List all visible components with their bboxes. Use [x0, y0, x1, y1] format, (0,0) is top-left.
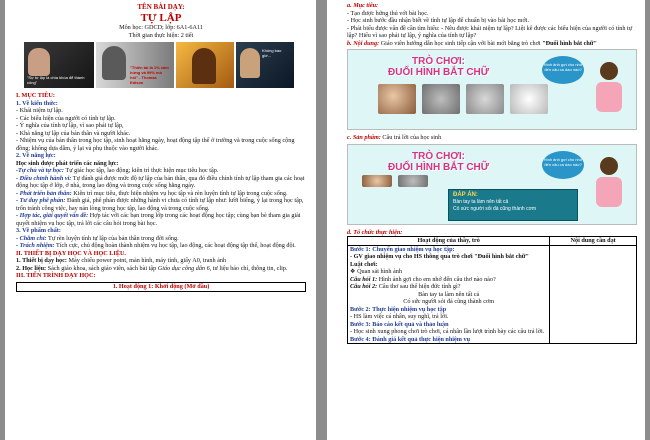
clue-images: [378, 84, 548, 114]
section-objectives: I. MỤC TIÊU:: [16, 92, 55, 99]
hand-image: [378, 84, 416, 114]
lesson-name-label: TÊN BÀI DẠY:: [137, 3, 185, 11]
cartoon-girl-illustration: [592, 62, 628, 122]
portrait-shape: [192, 48, 216, 84]
section-equipment: II. THIẾT BỊ DẠY HỌC VÀ HỌC LIỆU.: [16, 249, 126, 257]
quote-image-strip: [24, 42, 306, 88]
quote-image-1: [24, 42, 94, 88]
document-page-left: [5, 0, 316, 440]
objective-item: - Học sinh bước đầu nhận biết về tính tự lập để chuẩn bị vào bài học mới.: [347, 17, 529, 24]
objective-heading: a. Mục tiêu:: [347, 2, 379, 9]
table-header: Hoạt động của thầy, trò: [348, 237, 550, 246]
quote-caption: Không bao giờ...: [262, 48, 282, 58]
game-title: TRÒ CHƠI: ĐUỔI HÌNH BẮT CHỮ: [388, 150, 490, 173]
quality-item: - Trách nhiệm: Tích cực, chủ động hoàn thành nhiệm vụ học tập, lao động, các hoạt động tập thể, hoạt động đội.: [16, 242, 296, 249]
question-bubble: Hình ảnh gợi cho nhớ đến câu ca dao nào?: [542, 56, 584, 84]
quote-image-3: [176, 42, 234, 88]
subject-line: Môn học: GDCD; lớp: 6A1-6A11: [119, 24, 203, 31]
competence-item: - Phát triển bản thân: Kiên trì mục tiêu, thực hiện nhiệm vụ học tập và rèn luyện tính tự lập trong cuộc sống.: [16, 189, 288, 197]
objective-item: - Phát biểu được vấn đề cần tìm hiểu: - Nêu được khái niệm tự lập? Liệt kê được các biểu hiện của người có tính tự lập? Hiểu vì sao phải tự lập, ý nghĩa của tính tự lập?: [347, 24, 633, 39]
document-page-right: [327, 0, 645, 440]
portrait-shape: [28, 48, 50, 76]
knowledge-item: - Khả năng tự lập của bản thân và người khác.: [16, 129, 131, 137]
knowledge-item: - Khái niệm tự lập.: [16, 107, 63, 114]
quote-image-4: [236, 42, 294, 88]
lesson-title: TỰ LẬP: [140, 12, 182, 24]
rice-image: [510, 84, 548, 114]
pebbles-image: [422, 84, 460, 114]
quote-caption: "Thiên tài là 1% cảm hứng và 99% mồ hôi" - Thomas Edison: [130, 65, 169, 85]
activity-1-bar: 1. Hoạt động 1: Khởi động (Mở đầu): [16, 282, 306, 292]
competence-item: - Tư duy phê phán: Đánh giá, phê phán được những hành vi chưa có tính tự lập như: lười biếng, ỷ lại trong học tập, trốn tránh công việc, hay nản lòng trong học tập, lao động và trong cuộc sống.: [16, 197, 304, 212]
activity-table: [347, 236, 637, 344]
competence-intro: Học sinh được phát triển các năng lực:: [16, 159, 119, 167]
product-line: c. Sản phẩm: Câu trả lời của học sinh: [347, 134, 442, 141]
knowledge-item: - Nhiệm vụ của bản thân trong học tập, sinh hoạt hằng ngày, hoạt động tập thể ở trường và trong cuộc sống cộng đồng; không dựa dẫm, ỷ lại và phụ thuộc vào người khác.: [16, 137, 295, 152]
table-row: [348, 245, 637, 344]
portrait-shape: [102, 46, 126, 80]
objective-item: - Tạo được hứng thú với bài học.: [347, 9, 429, 17]
time-line: Thời gian thực hiện: 2 tiết: [128, 31, 194, 39]
answer-box: ĐÁP ÁN: Bàn tay ta làm nên tất cả Có sức người sỏi đá cũng thành cơm: [448, 189, 578, 221]
materials-item: 2. Học liệu: Sách giáo khoa, sách giáo viên, sách bài tập Giáo dục công dân 6, tư liệu báo chí, thông tin, clip.: [16, 264, 288, 272]
subsection-competence: 2. Về năng lực:: [16, 152, 56, 159]
table-header: Nội dung cần đạt: [550, 237, 637, 246]
cartoon-girl-illustration: [592, 157, 628, 217]
organize-heading: d. Tổ chức thực hiện:: [347, 228, 403, 236]
section-process: III. TIẾN TRÌNH DẠY HỌC:: [16, 272, 96, 279]
content-line: b. Nội dung: Giáo viên hướng dẫn học sinh tiếp cận với bài mới bằng trò chơi "Đuổi hình bắt chữ": [347, 39, 597, 47]
hand-image: [362, 175, 392, 187]
competence-item: -Tự chủ và tự học: Tự giác học tập, lao động; kiên trì thực hiện mục tiêu học tập.: [16, 167, 219, 174]
equipment-item: 1. Thiết bị dạy học: Máy chiếu power point, màn hình, máy tính, giấy A0, tranh ảnh: [16, 257, 227, 264]
game-title: TRÒ CHƠI: ĐUỔI HÌNH BẮT CHỮ: [388, 56, 490, 78]
question-bubble: Hình ảnh gợi cho nhớ đến câu ca dao nào?: [542, 151, 584, 179]
quote-image-2: [96, 42, 174, 88]
competence-item: - Hợp tác, giải quyết vấn đề: Hợp tác với các bạn trong lớp trong các hoạt động học tập; cùng bạn bè tham gia giải quyết nhiệm vụ học tập, trả lời các câu hỏi trong bài học.: [16, 212, 301, 227]
table-cell: Bước 1: Chuyển giao nhiệm vụ học tập: - GV giao nhiệm vụ cho HS thông qua trò chơi "Đuổi hình bắt chữ" Luật chơi: ❖ Quan sát hình ảnh Câu hỏi 1: Hình ảnh gợi cho em nhớ đến câu thơ nào nào? Câu hỏi 2: Câu thơ sau thể hiện đức tính gì? Bàn tay ta làm nên tất cả Có sức người sỏi đá cũng thành cơm Bước 2: Thực hiện nhiệm vụ học tập - HS làm việc cá nhân, suy nghĩ, trả lời. Bước 3: Báo cáo kết quả và thảo luận - Học sinh xung phong chơi trò chơi, cá nhân lần lượt trình bày các câu trả lời. Bước 4: Đánh giá kết quả thực hiện nhiệm vụ: [348, 245, 550, 344]
pebbles-image: [398, 175, 428, 187]
competence-item: - Điều chỉnh hành vi: Tự đánh giá được mức độ tự lập của bản thân, qua đó điều chỉnh tính tự lập tham gia các hoạt động học tập ở lớp, ở nhà, trong lao động và trong cuộc sống hằng ngày.: [16, 174, 305, 189]
quality-item: - Chăm chỉ: Tự rèn luyện tính tự lập của bản thân trong đời sống.: [16, 234, 179, 242]
portrait-shape: [240, 48, 260, 78]
knowledge-item: - Ý nghĩa của tính tự lập, vì sao phải tự lập,: [16, 122, 124, 129]
knowledge-item: - Các biểu hiện của người có tính tự lập.: [16, 114, 116, 122]
stones-image: [466, 84, 504, 114]
clue-images: [362, 175, 428, 187]
game-slide-1: [347, 49, 637, 130]
game-slide-2: [347, 144, 637, 225]
quote-caption: "Sự tự lập là chìa khóa để thành công": [27, 75, 85, 85]
subsection-knowledge: 1. Về kiến thức:: [16, 99, 58, 107]
table-cell: [550, 245, 637, 344]
table-header-row: [348, 237, 637, 246]
subsection-qualities: 3. Về phẩm chất:: [16, 227, 61, 234]
